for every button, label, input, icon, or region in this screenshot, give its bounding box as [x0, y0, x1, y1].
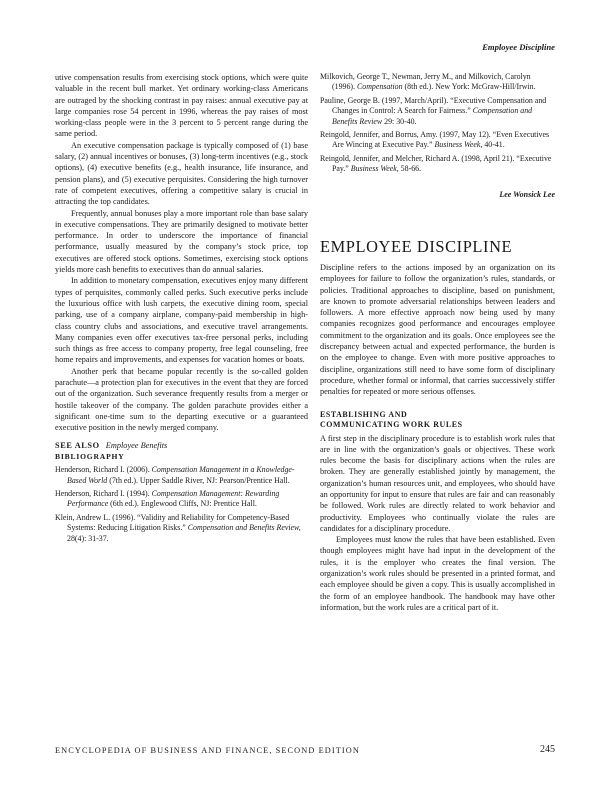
body-paragraph: In addition to monetary compensation, executives enjoy many different types of perquisites, commonly called perks. Such executive perks include the luxurious office with lush carpets, the executive dining room, special parking, use of a company airplane, company-paid membership in high-class country clubs and associations, and executive travel arrangements. Many companies even offer executives tax-free personal perks, including such things as free access to company property, free legal counseling, free home repairs and improvements, and expenses for vacation homes or boats.: [55, 276, 308, 365]
intro-paragraph: Discipline refers to the actions imposed by an organization on its employees for failure to follow the organization’s rules, standards, or policies. Traditional approaches to discipline, based on punishment, are known to promote adversarial relationships between leaders and followers. A more effective approach now being used by many companies recognizes good performance and encourages employee commitment to the organization and its goals. Once employees see the discrepancy between actual and expected performance, the burden is on the employee to change. Even with more positive approaches to discipline, organizations still need to have some form of disciplinary procedure, whether formal or informal, that carries successively stiffer penalties for repeated or more serious offenses.: [320, 262, 555, 397]
running-head: Employee Discipline: [482, 42, 555, 52]
bibliography-entry: Reingold, Jennifer, and Melcher, Richard A. (1998, April 21). “Executive Pay.” Business Week, 58-66.: [320, 153, 552, 174]
body-paragraph: Another perk that became popular recently is the so-called golden parachute—a protection plan for executives in the event that they are forced out of the organization. Such severance frequently results from a merger or hostile takeover of the company. The golden parachute provides either a significant one-time sum to the departing executive or a guaranteed executive position in the newly merged company.: [55, 366, 308, 433]
see-also-link[interactable]: Employee Benefits: [105, 440, 168, 450]
see-also: [55, 440, 308, 451]
bibliography-heading: BIBLIOGRAPHY: [55, 451, 125, 461]
bibliography-entry: Milkovich, George T., Newman, Jerry M., and Milkovich, Carolyn (1996). Compensation (8th ed.). New York: McGraw-Hill/Irwin.: [320, 72, 536, 92]
body-paragraph: Employees must know the rules that have been established. Even though employees might have had input in the development of the rules, it is the employer who creates the final version. The organization’s work rules should be presented in a printed format, and each employee should be given a copy. This is usually accomplished in the form of an employee handbook. The handbook may have other information, but the work rules are a critical part of it.: [320, 535, 555, 612]
body-paragraph: Frequently, annual bonuses play a more important role than base salary in executive compensations. They are primarily designed to motivate better performance. In order to underscore the importance of financial performance, usually measured by the company’s stock price, top executives are offered stock options. Sometimes, exercising stock options yields more cash benefits to executives than do annual salaries.: [55, 208, 308, 275]
body-paragraph: An executive compensation package is typically composed of (1) base salary, (2) annual incentives or bonuses, (3) long-term incentives (e.g., stock options), (4) executive benefits (e.g., health insurance, life insurance, and pension plans), and (5) executive perquisites. Considering the high turnover rate of competent executives, offering a competitive salary is crucial in attracting the top candidates.: [55, 140, 308, 207]
right-column: [320, 72, 555, 613]
page-number: 245: [540, 744, 555, 755]
author-signature: Lee Wonsick Lee: [499, 189, 555, 199]
bibliography-entry: Pauline, George B. (1997, March/April). “Executive Compensation and Changes in Control: A Search for Fairness.” Compensation and Benefits Review 29: 30-40.: [320, 95, 547, 126]
section-heading: ESTABLISHING AND COMMUNICATING WORK RULES: [320, 409, 463, 430]
footer-publication: ENCYCLOPEDIA OF BUSINESS AND FINANCE, SECOND EDITION: [55, 746, 360, 755]
body-paragraph: A first step in the disciplinary procedure is to establish work rules that are in line with the organization’s goals or objectives. These work rules become the basis for disciplinary actions when the rules are broken. They are generally established jointly by management, the organization’s human resources unit, and employees, who should have an opportunity for input to ensure that rules are fair and can reasonably be followed. Work rules are directly related to work behavior and productivity. Employees who continually violate the rules are candidates for a disciplinary procedure.: [320, 433, 555, 533]
article-title: EMPLOYEE DISCIPLINE: [320, 236, 513, 256]
bibliography-entry: Henderson, Richard I. (1994). Compensation Management: Rewarding Performance (6th ed.). Englewood Cliffs, NJ: Prentice Hall.: [55, 488, 280, 509]
see-also-label: SEE ALSO: [55, 440, 100, 450]
bibliography-entry: Reingold, Jennifer, and Borrus, Amy. (1997, May 12). “Even Executives Are Wincing at Executive Pay.” Business Week, 40-41.: [320, 130, 550, 150]
bibliography-entry: Henderson, Richard I. (2006). Compensation Management in a Knowledge-Based World (7th ed.). Upper Saddle River, NJ: Pearson/Prentice Hall.: [55, 465, 295, 485]
bibliography-entry: Klein, Andrew L. (1996). “Validity and Reliability for Competency-Based Systems: Reducing Litigation Risks.” Compensation and Benefits Review, 28(4): 31-37.: [55, 512, 301, 543]
left-column: [55, 72, 308, 544]
body-paragraph: utive compensation results from exercising stock options, which were quite valuable in the recent bull market. Yet ordinary working-class Americans are outraged by the shocking contrast in pay raises: annual executive pay at large companies rose 54 percent in 1996, whereas the pay raises of most working-class people were in the 3 percent to 5 percent range during the same period.: [55, 73, 308, 139]
